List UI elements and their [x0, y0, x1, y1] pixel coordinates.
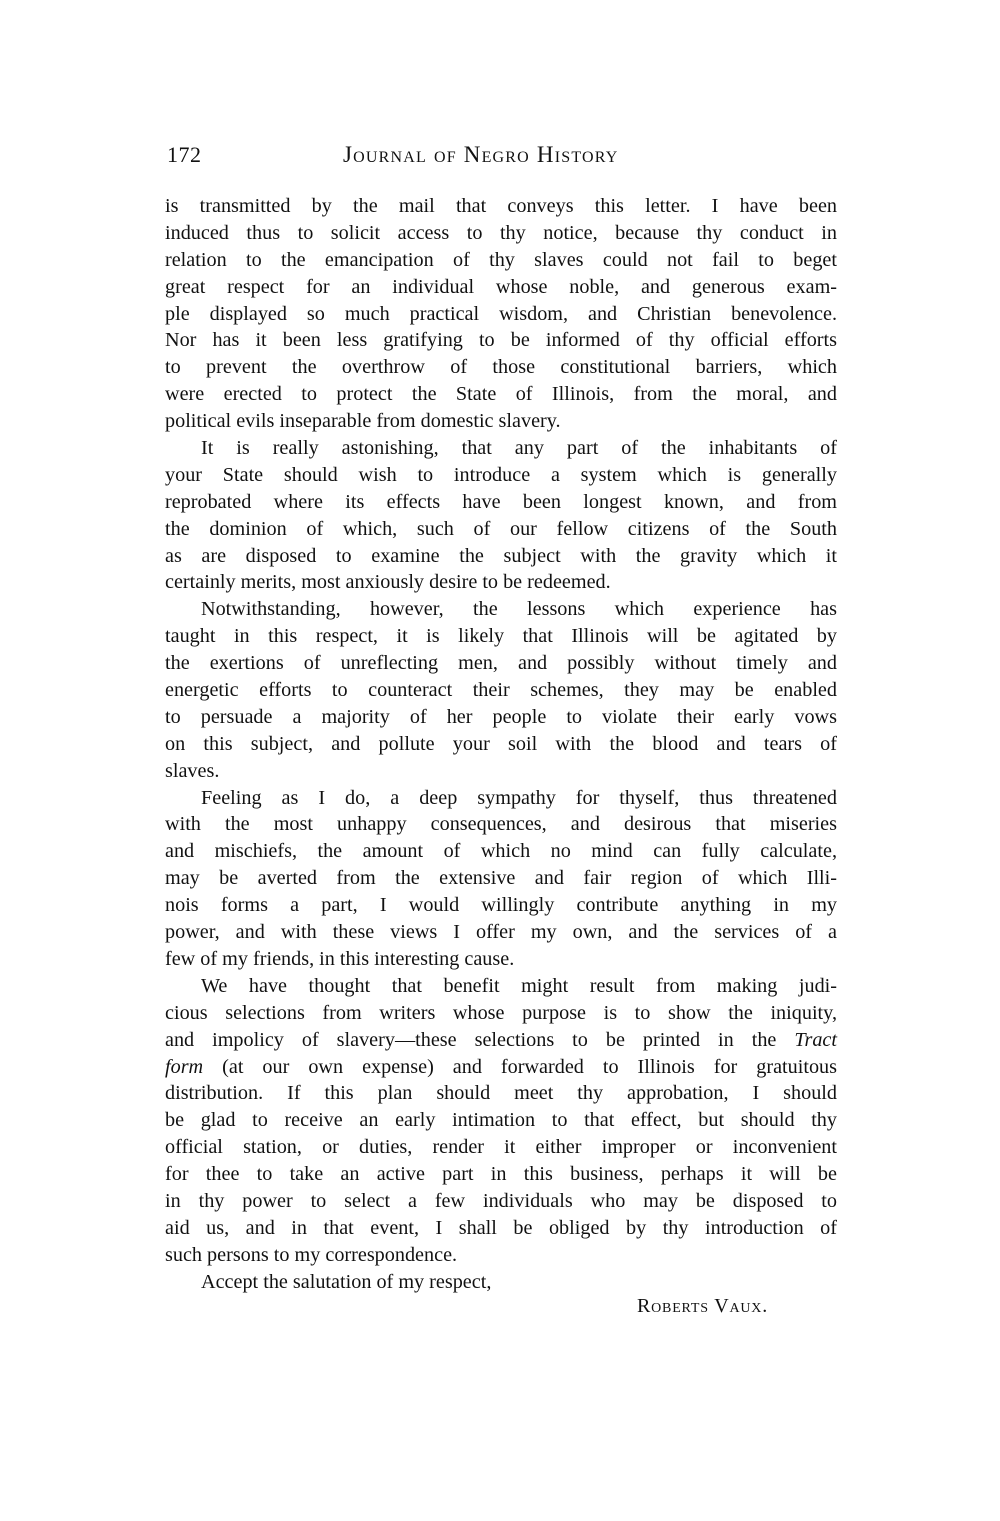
text-line: may be averted from the extensive and fair region of which Illi-	[165, 867, 837, 890]
text-line: Nor has it been less gratifying to be informed of thy official efforts	[165, 329, 837, 352]
text-line: great respect for an individual whose noble, and generous exam-	[165, 275, 837, 298]
signature: Roberts Vaux.	[637, 1295, 768, 1317]
text-line: Notwithstanding, however, the lessons which experience has	[201, 598, 837, 621]
running-head	[165, 142, 837, 172]
text-line: It is really astonishing, that any part of the inhabitants of	[201, 437, 837, 460]
text-line: official station, or duties, render it either improper or inconvenient	[165, 1136, 837, 1159]
text-line: to prevent the overthrow of those constitutional barriers, which	[165, 356, 837, 379]
closing	[165, 1269, 837, 1296]
text-line: and mischiefs, the amount of which no mind can fully calculate,	[165, 840, 837, 863]
text-line: We have thought that benefit might result from making judi-	[201, 974, 837, 997]
text-line: political evils inseparable from domestic slavery.	[165, 410, 561, 433]
text-line: few of my friends, in this interesting cause.	[165, 947, 515, 970]
paragraph-4	[165, 785, 837, 973]
text-line: nois forms a part, I would willingly contribute anything in my	[165, 894, 837, 917]
text-line: were erected to protect the State of Illinois, from the moral, and	[165, 383, 837, 406]
text-line: on this subject, and pollute your soil with the blood and tears of	[165, 732, 837, 755]
text-line: Feeling as I do, a deep sympathy for thyself, thus threatened	[201, 786, 837, 809]
journal-title: Journal of Negro History	[343, 142, 619, 167]
text-line: such persons to my correspondence.	[165, 1243, 458, 1266]
text-line: to persuade a majority of her people to violate their early vows	[165, 705, 837, 728]
text-line	[165, 1054, 837, 1081]
text-line: be glad to receive an early intimation to that effect, but should thy	[165, 1109, 837, 1132]
text-line: the exertions of unreflecting men, and possibly without timely and	[165, 652, 837, 675]
text-line: with the most unhappy consequences, and desirous that miseries	[165, 813, 837, 836]
text-line: for thee to take an active part in this business, perhaps it will be	[165, 1163, 837, 1186]
text-line: distribution. If this plan should meet thy approbation, I should	[165, 1082, 837, 1105]
text-line: energetic efforts to counteract their schemes, they may be enabled	[165, 679, 837, 702]
page-number: 172	[167, 142, 202, 167]
text-line: relation to the emancipation of thy slaves could not fail to beget	[165, 248, 837, 271]
text-line: the dominion of which, such of our fellow citizens of the South	[165, 517, 837, 540]
text-line: cious selections from writers whose purpose is to show the iniquity,	[165, 1001, 837, 1024]
salutation: Accept the salutation of my respect,	[201, 1270, 492, 1293]
text-line: power, and with these views I offer my own, and the services of a	[165, 921, 837, 944]
text-segment: (at our own expense) and forwarded to Illinois for gratuitous	[222, 1055, 838, 1078]
text-segment: and impolicy of slavery—these selections to be printed in the	[165, 1028, 795, 1051]
text-line: aid us, and in that event, I shall be obliged by thy introduction of	[165, 1216, 837, 1239]
paragraph-1	[165, 193, 837, 435]
italic-word: form	[165, 1055, 204, 1078]
letter-body	[165, 193, 837, 1296]
paragraph-3	[165, 596, 837, 784]
text-line: taught in this respect, it is likely that Illinois will be agitated by	[165, 625, 837, 648]
text-line: slaves.	[165, 759, 220, 782]
text-line: induced thus to solicit access to thy notice, because thy conduct in	[165, 221, 837, 244]
italic-word: Tract	[794, 1028, 837, 1051]
text-line: ple displayed so much practical wisdom, and Christian benevolence.	[165, 302, 837, 325]
text-line: your State should wish to introduce a system which is generally	[165, 463, 837, 486]
text-line: reprobated where its effects have been longest known, and from	[165, 490, 837, 513]
text-line: is transmitted by the mail that conveys this letter. I have been	[165, 195, 837, 217]
text-line	[165, 1027, 837, 1054]
text-line: certainly merits, most anxiously desire to be redeemed.	[165, 571, 611, 594]
paragraph-2	[165, 435, 837, 596]
text-line: in thy power to select a few individuals who may be disposed to	[165, 1189, 837, 1212]
text-line: as are disposed to examine the subject with the gravity which it	[165, 544, 837, 567]
paragraph-5	[165, 973, 837, 1269]
